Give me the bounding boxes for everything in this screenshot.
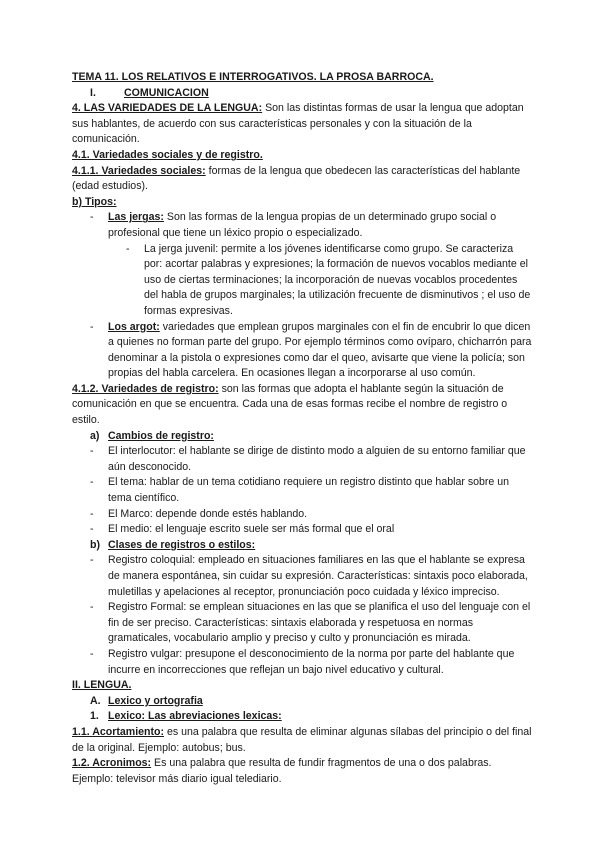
dash-bullet: - bbox=[90, 601, 94, 614]
list-item bbox=[90, 522, 532, 538]
dash-bullet: - bbox=[90, 507, 94, 520]
item-body bbox=[108, 210, 532, 241]
list-item bbox=[90, 600, 532, 647]
list-item bbox=[90, 553, 532, 600]
dash-bullet: - bbox=[90, 445, 94, 458]
text-jergas: Son las formas de la lengua propias de un determinado grupo social o profesional que tiene un léxico propio o especializado. bbox=[108, 211, 497, 239]
heading-acortamiento: 1.1. Acortamiento: bbox=[72, 725, 165, 738]
text-variedades-sociales: formas de la lengua que obedecen las características del hablante (edad estudios). bbox=[72, 164, 521, 193]
list-item-text: Registro Formal: se emplean situaciones en las que se planifica el uso del lenguaje con el fin de ser preciso. Características: sintaxis elaborada y respetuosa en normas gramaticales, vocabulario amplio y preciso y culto y pronunciación es mirada. bbox=[108, 601, 531, 645]
section-number: I. bbox=[90, 86, 96, 99]
list-marker: b) bbox=[90, 538, 100, 551]
list-item bbox=[90, 444, 532, 475]
list-item-text: Registro coloquial: empleado en situaciones familiares en las que el hablante se expresa de manera espontánea, sin cuidar su expresión. Características: sintaxis poco elaborada, muletillas y apelaciones al receptor, pronunciación poco cuidada y léxico impreciso. bbox=[108, 554, 528, 598]
paragraph-variedades-sociales bbox=[72, 164, 532, 195]
list-item-text: El Marco: depende donde estés hablando. bbox=[108, 507, 308, 520]
paragraph-acortamiento bbox=[72, 725, 532, 756]
document-title: TEMA 11. LOS RELATIVOS E INTERROGATIVOS. LA PROSA BARROCA. bbox=[72, 71, 434, 83]
subsection-cambios-registro bbox=[90, 429, 532, 445]
item-body bbox=[108, 320, 532, 382]
heading-variedades-sociales-registro: 4.1. Variedades sociales y de registro. bbox=[72, 148, 263, 161]
list-item bbox=[90, 647, 532, 678]
subsection-lexico-ortografia bbox=[90, 694, 532, 710]
text-variedades-lengua: Son las distintas formas de usar la lengua que adoptan sus hablantes, de acuerdo con sus características personales y con la situación de la comunicación. bbox=[72, 102, 524, 146]
dash-bullet: - bbox=[90, 476, 94, 489]
paragraph-variedades-registro bbox=[72, 382, 532, 429]
heading-lengua: II. LENGUA. bbox=[72, 679, 132, 692]
heading-variedades-registro: 4.1.2. Variedades de registro: bbox=[72, 382, 219, 395]
dash-bullet: - bbox=[90, 320, 94, 333]
heading-acronimos: 1.2. Acronimos: bbox=[72, 757, 152, 770]
text-acortamiento: es una palabra que resulta de eliminar algunas sílabas del principio o del final de la original. Ejemplo: autobus; bus. bbox=[72, 725, 532, 754]
dash-bullet: - bbox=[90, 211, 94, 224]
heading-tipos: b) Tipos: bbox=[72, 195, 117, 208]
list-item-argot bbox=[90, 320, 532, 382]
paragraph-variedades-lengua bbox=[72, 101, 532, 148]
heading-lexico-ortografia: Lexico y ortografia bbox=[108, 694, 203, 707]
paragraph-acronimos bbox=[72, 756, 532, 787]
section-comunicacion bbox=[72, 86, 532, 102]
list-marker: a) bbox=[90, 429, 100, 442]
heading-variedades-sociales: 4.1.1. Variedades sociales: bbox=[72, 164, 206, 177]
text-variedades-registro: son las formas que adopta el hablante según la situación de comunicación en que se encuentra. Cada una de esas formas recibe el nombre de registro o estilo. bbox=[72, 382, 508, 427]
list-item bbox=[90, 475, 532, 506]
list-item-text: El medio: el lenguaje escrito suele ser más formal que el oral bbox=[108, 523, 395, 536]
heading-cambios-registro: Cambios de registro: bbox=[108, 429, 214, 442]
heading-argot: Los argot: bbox=[108, 320, 160, 333]
text-acronimos: Es una palabra que resulta de fundir fragmentos de una o dos palabras. Ejemplo: televisor más diario igual telediario. bbox=[72, 757, 492, 785]
list-marker: 1. bbox=[90, 710, 99, 723]
list-item-text: El tema: hablar de un tema cotidiano requiere un registro distinto que hablar sobre un tema científico. bbox=[108, 476, 510, 505]
list-item-text: El interlocutor: el hablante se dirige de distinto modo a alguien de su entorno familiar que aún desconocido. bbox=[108, 445, 526, 473]
dash-bullet: - bbox=[126, 242, 130, 255]
heading-abreviaciones: Lexico: Las abreviaciones lexicas: bbox=[108, 710, 282, 723]
list-item bbox=[90, 507, 532, 523]
sub-list-item-jerga-juvenil bbox=[126, 242, 532, 320]
list-item-text: Registro vulgar: presupone el desconocimiento de la norma por parte del hablante que incurre en incorrecciones que reflejan un bajo nivel educativo y cultural. bbox=[108, 647, 515, 676]
heading-jergas: Las jergas: bbox=[108, 211, 164, 224]
subsection-abreviaciones bbox=[90, 709, 532, 725]
document-content bbox=[72, 70, 532, 787]
section-label: COMUNICACION bbox=[124, 86, 209, 99]
text-argot: variedades que emplean grupos marginales con el fin de encubrir lo que dicen a quienes no forman parte del grupo. Por ejemplo términos como ovíparo, chicharrón para denominar a la pistola o expresiones como dar el queo, avisarte que viene la policía; son propias del habla carcelera. En ocasiones llegan a incorporarse al uso común. bbox=[108, 320, 532, 380]
list-marker: A. bbox=[90, 694, 101, 707]
heading-variedades-lengua: 4. LAS VARIEDADES DE LA LENGUA: bbox=[72, 102, 263, 115]
dash-bullet: - bbox=[90, 647, 94, 660]
subsection-clases-registro bbox=[90, 538, 532, 554]
text-jerga-juvenil: La jerga juvenil: permite a los jóvenes identificarse como grupo. Se caracteriza por: acortar palabras y expresiones; la formación de nuevos vocablos mediante el uso de ciertas terminaciones; la incorporación de nuevas vocablos procedentes del habla de grupos marginales; la utilización frecuente de disminutivos ; el uso de formas expresivas. bbox=[144, 242, 531, 317]
list-item-jergas bbox=[90, 210, 532, 241]
heading-clases-registro: Clases de registros o estilos: bbox=[108, 538, 256, 551]
dash-bullet: - bbox=[90, 523, 94, 536]
dash-bullet: - bbox=[90, 554, 94, 567]
